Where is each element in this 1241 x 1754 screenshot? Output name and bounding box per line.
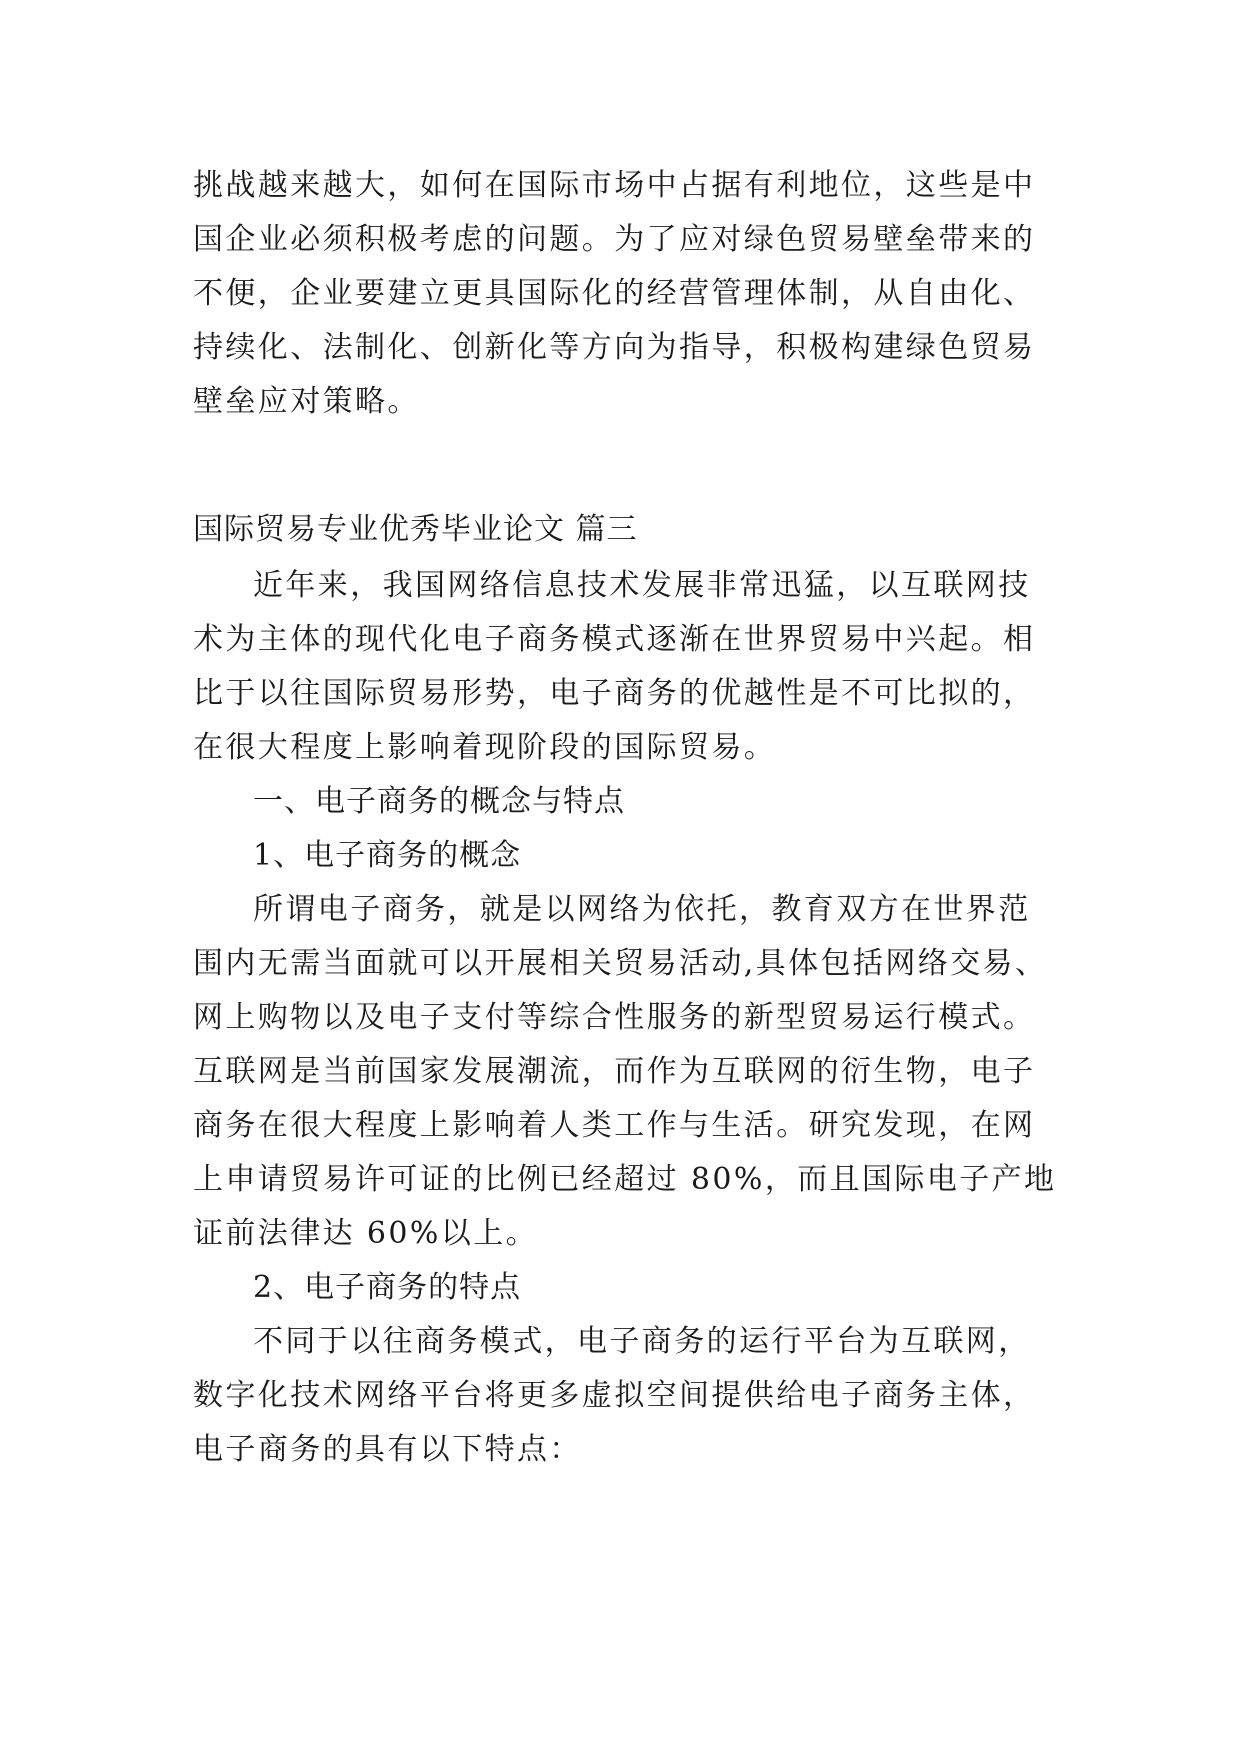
paragraph-line: 网上购物以及电子支付等综合性服务的新型贸易运行模式。 [193,1000,1036,1035]
paragraph-line: 不同于以往商务模式，电子商务的运行平台为互联网， [253,1324,1031,1359]
paragraph-line: 证前法律达 60%以上。 [193,1216,539,1251]
intro-line: 国企业必须积极考虑的问题。为了应对绿色贸易壁垒带来的 [193,222,1036,257]
paragraph-line: 商务在很大程度上影响着人类工作与生活。研究发现，在网 [193,1108,1036,1143]
paragraph-line: 在很大程度上影响着现阶段的国际贸易。 [193,730,777,765]
paragraph-line: 上申请贸易许可证的比例已经超过 80%，而且国际电子产地 [193,1162,1057,1197]
subheading-features: 2、电子商务的特点 [253,1270,522,1305]
heading-concept-features: 一、电子商务的概念与特点 [253,784,625,819]
paragraph-line: 数字化技术网络平台将更多虚拟空间提供给电子商务主体， [193,1378,1036,1413]
subheading-concept: 1、电子商务的概念 [253,838,522,873]
intro-line: 不便，企业要建立更具国际化的经营管理体制，从自由化、 [193,276,1036,311]
section-title: 国际贸易专业优秀毕业论文 篇三 [193,512,638,547]
paragraph-line: 围内无需当面就可以开展相关贸易活动,具体包括网络交易、 [193,946,1048,981]
paragraph-line: 比于以往国际贸易形势，电子商务的优越性是不可比拟的， [193,676,1036,711]
paragraph-line: 术为主体的现代化电子商务模式逐渐在世界贸易中兴起。相 [193,622,1036,657]
intro-line: 壁垒应对策略。 [193,384,420,419]
paragraph-line: 互联网是当前国家发展潮流，而作为互联网的衍生物，电子 [193,1054,1036,1089]
intro-line: 挑战越来越大，如何在国际市场中占据有利地位，这些是中 [193,168,1036,203]
paragraph-line: 所谓电子商务，就是以网络为依托，教育双方在世界范 [253,892,1031,927]
paragraph-line: 电子商务的具有以下特点： [193,1432,582,1467]
intro-line: 持续化、法制化、创新化等方向为指导，积极构建绿色贸易 [193,330,1036,365]
paragraph-line: 近年来，我国网络信息技术发展非常迅猛，以互联网技 [253,568,1031,603]
